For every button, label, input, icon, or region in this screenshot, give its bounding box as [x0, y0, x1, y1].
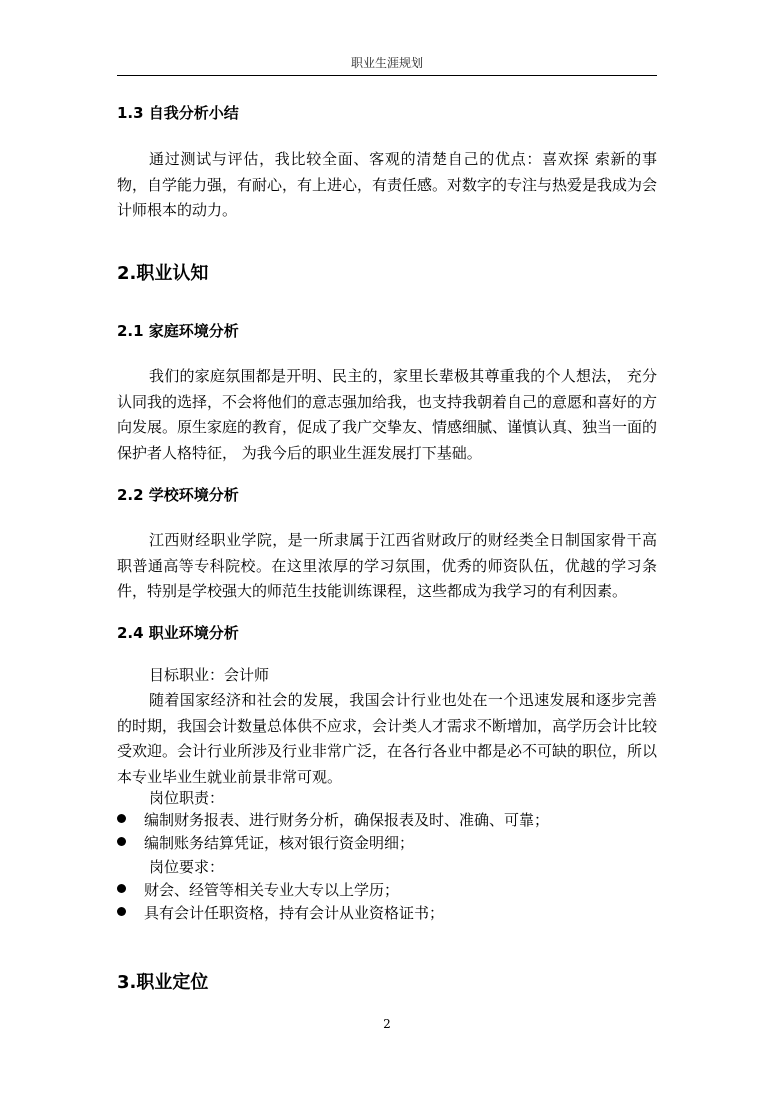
target-career: 目标职业：会计师 — [149, 666, 270, 684]
duty-text: 编制账务结算凭证，核对银行资金明细； — [144, 834, 415, 852]
heading-1-3: 1.3 自我分析小结 — [117, 104, 239, 122]
paragraph-career-environment: 随着国家经济和社会的发展，我国会计行业也处在一个迅速发展和逐步完善的时期，我国会计数量总体供不应求，会计类人才需求不断增加，高学历会计比较受欢迎。会计行业所涉及行业非常广泛，在各行各业中都是必不可缺的职位，所以本专业毕业生就业前景非常可观。 — [117, 691, 658, 786]
bullet-icon — [117, 907, 126, 916]
paragraph-self-analysis: 通过测试与评估，我比较全面、客观的清楚自己的优点：喜欢探 索新的事物，自学能力强，有耐心，有上进心，有责任感。对数字的专注与热爱是我成为会计师根本的动力。 — [117, 150, 658, 219]
list-item — [117, 903, 657, 923]
page-header: 职业生涯规划 — [350, 56, 423, 70]
paragraph-school-environment: 江西财经职业学院，是一所隶属于江西省财政厅的财经类全日制国家骨干高职普通高等专科院校。在这里浓厚的学习氛围，优秀的师资队伍，优越的学习条件，特别是学校强大的师范生技能训练课程，这些都成为我学习的有利因素。 — [117, 531, 657, 600]
requirements-label: 岗位要求： — [149, 858, 225, 876]
heading-3: 3.职业定位 — [117, 972, 209, 993]
bullet-icon — [117, 837, 126, 846]
bullet-icon — [117, 814, 126, 823]
heading-2-2: 2.2 学校环境分析 — [117, 486, 239, 504]
page-number: 2 — [383, 1017, 391, 1031]
list-item — [117, 810, 657, 830]
requirement-text: 财会、经管等相关专业大专以上学历； — [144, 881, 400, 899]
heading-2: 2.职业认知 — [117, 263, 209, 284]
header-rule — [117, 75, 657, 76]
paragraph-family-environment: 我们的家庭氛围都是开明、民主的，家里长辈极其尊重我的个人想法， 充分认同我的选择，不会将他们的意志强加给我，也支持我朝着自己的意愿和喜好的方向发展。原生家庭的教育，促成了我广交挚友、情感细腻、谨慎认真、独当一面的保护者人格特征， 为我今后的职业生涯发展打下基础。 — [117, 367, 658, 462]
list-item — [117, 833, 657, 853]
heading-2-4: 2.4 职业环境分析 — [117, 624, 239, 642]
duties-label: 岗位职责： — [149, 789, 225, 807]
bullet-icon — [117, 884, 126, 893]
heading-2-1: 2.1 家庭环境分析 — [117, 322, 239, 340]
duty-text: 编制财务报表、进行财务分析，确保报表及时、准确、可靠； — [144, 811, 550, 829]
requirement-text: 具有会计任职资格，持有会计从业资格证书； — [144, 904, 445, 922]
list-item — [117, 880, 657, 900]
